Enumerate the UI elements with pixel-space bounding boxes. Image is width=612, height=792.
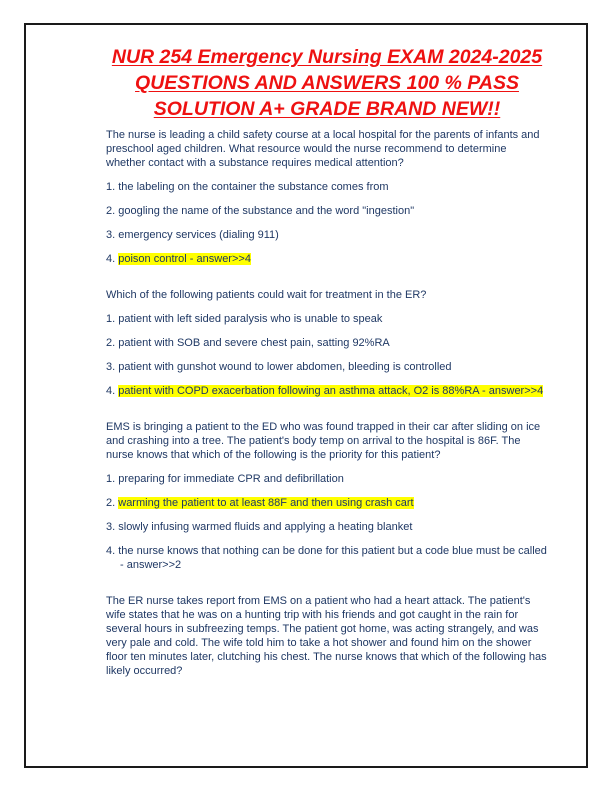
option-number: 2. [106, 337, 116, 349]
question-2-option-4 [106, 384, 548, 398]
question-3-option-4 [106, 544, 548, 572]
option-number: 4. [106, 253, 116, 265]
option-number: 4. [106, 545, 116, 557]
title-line-3-text: SOLUTION A+ GRADE BRAND NEW!! [153, 98, 501, 120]
option-number: 1. [106, 473, 116, 485]
option-text: preparing for immediate CPR and defibrillation [118, 473, 344, 485]
option-text: emergency services (dialing 911) [118, 229, 279, 241]
question-1-option-3 [106, 228, 548, 242]
question-2 [106, 288, 548, 398]
question-1-option-1 [106, 180, 548, 194]
option-text: patient with COPD exacerbation following an asthma attack, O2 is 88%RA - answer>>4 [118, 385, 544, 397]
question-2-option-3 [106, 360, 548, 374]
question-1-option-2 [106, 204, 548, 218]
question-3-option-3 [106, 520, 548, 534]
option-number: 3. [106, 229, 116, 241]
option-text: the labeling on the container the substance comes from [118, 181, 389, 193]
title-line-1 [106, 44, 548, 70]
document-content [106, 0, 548, 688]
title-line-3 [106, 96, 548, 122]
title-line-2 [106, 70, 548, 96]
option-text: poison control - answer>>4 [118, 253, 251, 265]
question-3-option-2 [106, 496, 548, 510]
option-number: 1. [106, 313, 116, 325]
question-1 [106, 128, 548, 266]
document-title [106, 44, 548, 122]
question-3-stem: EMS is bringing a patient to the ED who was found trapped in their car after sliding on ice and crashing into a tree. The patient's body temp on arrival to the hospital is 86F. The nurse knows that which of the following is the priority for this patient? [106, 421, 541, 461]
option-number: 3. [106, 361, 116, 373]
question-3 [106, 420, 548, 572]
question-1-option-4 [106, 252, 548, 266]
title-line-2-text: QUESTIONS AND ANSWERS 100 % PASS [135, 72, 519, 94]
option-number: 2. [106, 205, 116, 217]
option-number: 3. [106, 521, 116, 533]
question-2-option-2 [106, 336, 548, 350]
option-number: 1. [106, 181, 116, 193]
question-3-option-1 [106, 472, 548, 486]
question-2-option-1 [106, 312, 548, 326]
option-number: 4. [106, 385, 116, 397]
option-text: the nurse knows that nothing can be done for this patient but a code blue must be called - answer>>2 [118, 545, 547, 571]
option-text: patient with left sided paralysis who is unable to speak [118, 313, 383, 325]
option-text: googling the name of the substance and the word "ingestion" [118, 205, 415, 217]
question-4-stem: The ER nurse takes report from EMS on a patient who had a heart attack. The patient's wife states that he was on a hunting trip with his friends and got caught in the rain for several hours in subfreezing temps. The patient got home, was acting strangely, and was very pale and cold. The wife told him to take a hot shower and found him on the shower floor ten minutes later, clutching his chest. The nurse knows that which of the following has likely occurred? [106, 595, 547, 677]
option-number: 2. [106, 497, 116, 509]
question-4 [106, 594, 548, 678]
question-1-stem: The nurse is leading a child safety course at a local hospital for the parents of infants and preschool aged children. What resource would the nurse recommend to determine whether contact with a substance requires medical attention? [106, 129, 540, 169]
option-text: slowly infusing warmed fluids and applying a heating blanket [118, 521, 413, 533]
option-text: patient with gunshot wound to lower abdomen, bleeding is controlled [118, 361, 452, 373]
question-2-stem: Which of the following patients could wait for treatment in the ER? [106, 289, 427, 301]
option-text: warming the patient to at least 88F and then using crash cart [118, 497, 414, 509]
title-line-1-text: NUR 254 Emergency Nursing EXAM 2024-2025 [111, 46, 543, 68]
option-text: patient with SOB and severe chest pain, satting 92%RA [118, 337, 390, 349]
